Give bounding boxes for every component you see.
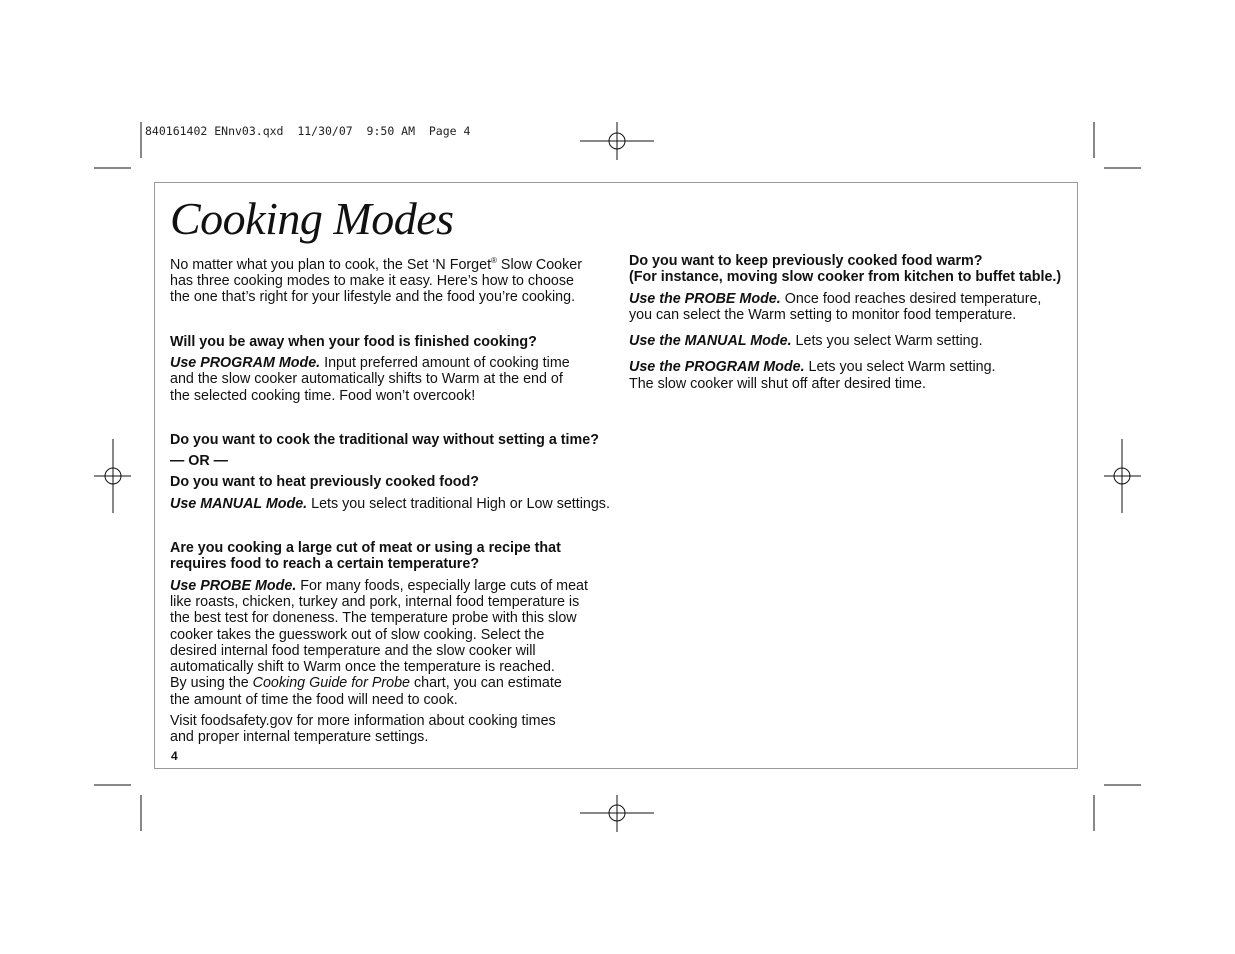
warm-probe-paragraph: Use the PROBE Mode. Once food reaches desired temperature, you can select the Warm setting to monitor food temperature. xyxy=(629,290,1042,323)
probe-mode-paragraph: Use PROBE Mode. For many foods, especially large cuts of meat like roasts, chicken, turkey and pork, internal food temperature is the best test for doneness. The temperature probe with this slow cooker takes the guesswork out of slow cooking. Select the desired internal food temperature and the slow cooker will automatically shift to Warm once the temperature is reached. By using the Cooking Guide for Probe chart, you can estimate the amount of time the food will need to cook. xyxy=(170,577,588,708)
question-away: Will you be away when your food is finished cooking? xyxy=(170,333,537,350)
question-traditional: Do you want to cook the traditional way without setting a time? xyxy=(170,431,599,448)
warm-probe-mode-label: Use the PROBE Mode. xyxy=(629,290,781,307)
warm-program-mode-label: Use the PROGRAM Mode. xyxy=(629,359,805,376)
intro-paragraph: No matter what you plan to cook, the Set ‘N Forget® Slow Cooker has three cooking modes to make it easy. Here’s how to choose the one that’s right for your lifestyle and the food you’re cooking. xyxy=(170,256,582,306)
registered-mark: ® xyxy=(491,256,497,265)
manual-mode-paragraph: Use MANUAL Mode. Lets you select traditional High or Low settings. xyxy=(170,495,610,512)
manual-mode-label: Use MANUAL Mode. xyxy=(170,495,308,512)
question-keep-warm: Do you want to keep previously cooked food warm? (For instance, moving slow cooker from kitchen to buffet table.) xyxy=(629,253,1062,286)
print-slug: 840161402 ENnv03.qxd 11/30/07 9:50 AM Page 4 xyxy=(145,124,471,138)
warm-program-paragraph: Use the PROGRAM Mode. Lets you select Warm setting. The slow cooker will shut off after desired time. xyxy=(629,359,996,392)
or-separator: — OR — xyxy=(170,453,228,470)
program-mode-label: Use PROGRAM Mode. xyxy=(170,354,321,371)
warm-manual-mode-label: Use the MANUAL Mode. xyxy=(629,333,792,350)
question-large-cut: Are you cooking a large cut of meat or using a recipe that requires food to reach a certain temperature? xyxy=(170,540,561,573)
probe-mode-label: Use PROBE Mode. xyxy=(170,577,297,594)
page-number: 4 xyxy=(171,749,178,763)
left-column xyxy=(170,253,615,746)
warm-manual-paragraph: Use the MANUAL Mode. Lets you select Warm setting. xyxy=(629,333,983,350)
program-mode-paragraph: Use PROGRAM Mode. Input preferred amount of cooking time and the slow cooker automatically shifts to Warm at the end of the selected cooking time. Food won’t overcook! xyxy=(170,354,570,404)
cooking-guide-reference: Cooking Guide for Probe xyxy=(252,675,411,692)
page-title: Cooking Modes xyxy=(170,193,454,244)
foodsafety-paragraph: Visit foodsafety.gov for more information about cooking times and proper internal temperature settings. xyxy=(170,713,556,746)
right-column xyxy=(629,253,1074,392)
question-reheat: Do you want to heat previously cooked food? xyxy=(170,474,479,491)
